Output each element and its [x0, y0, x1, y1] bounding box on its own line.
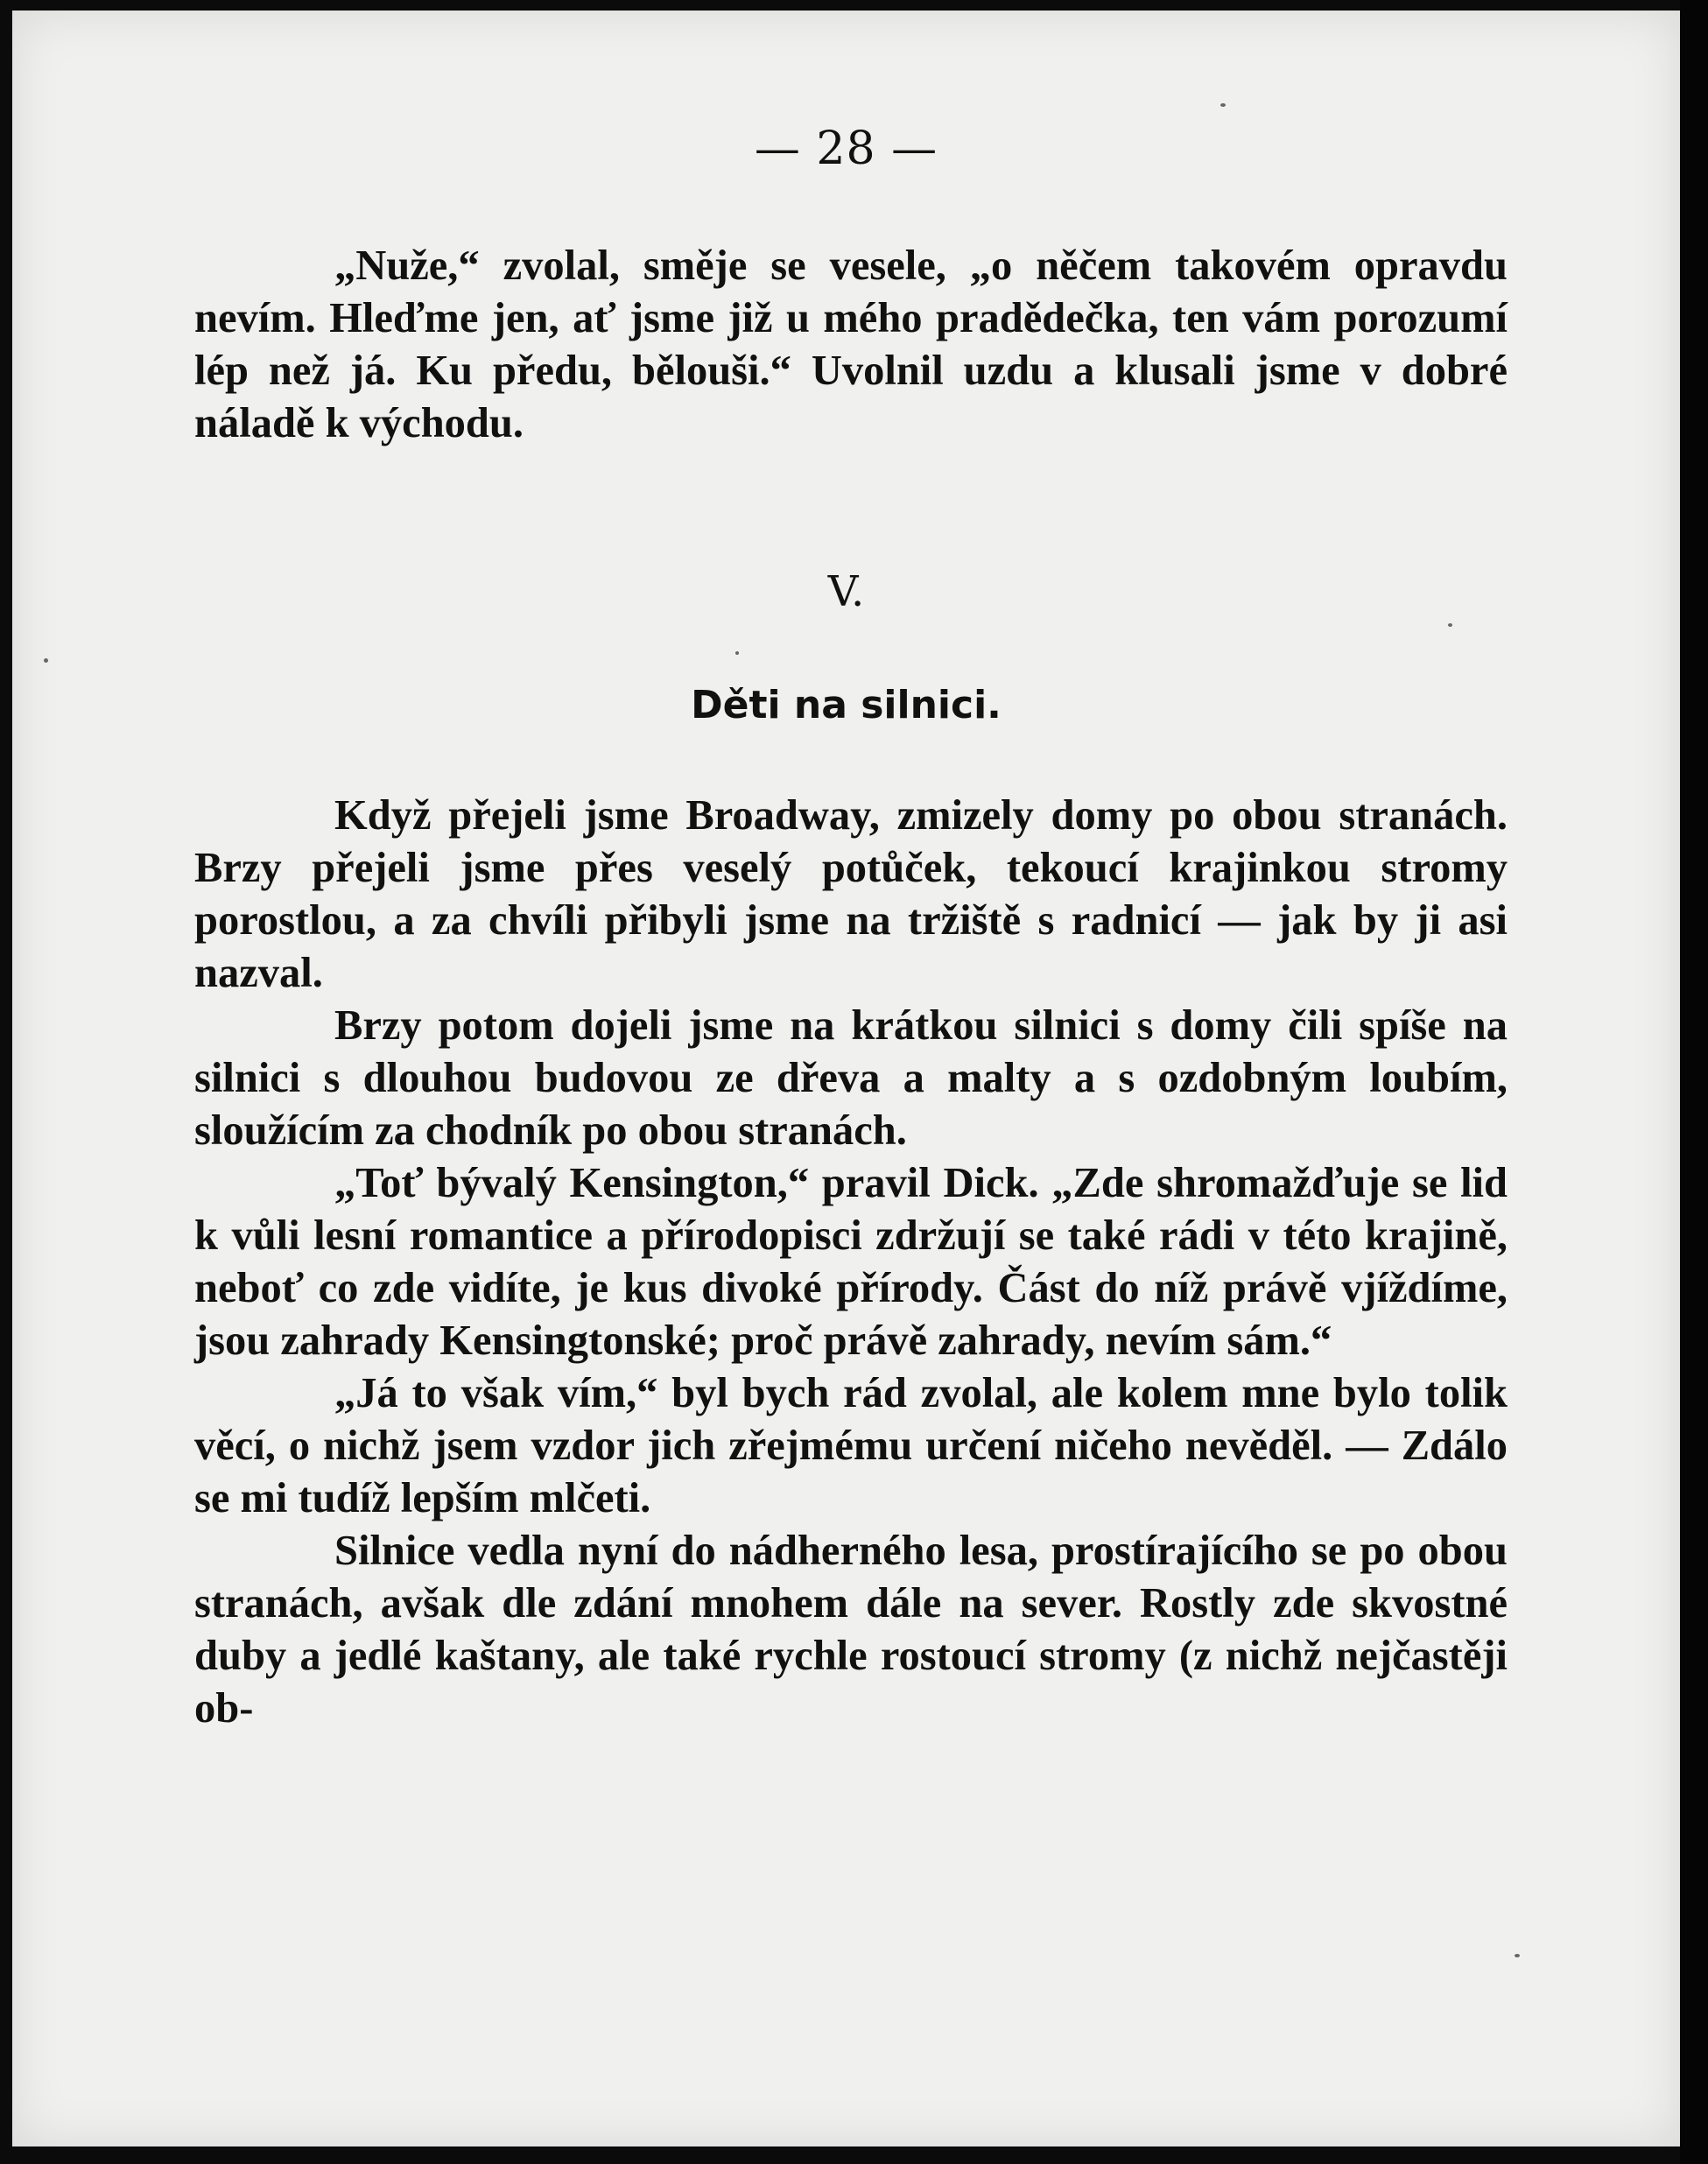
paper-speck — [1220, 103, 1226, 107]
paper-speck — [735, 651, 739, 655]
paragraph: „Já to však vím,“ byl bych rád zvolal, ale kolem mne bylo tolik věcí, o nichž jsem vzdor jich zřejmému určení ničeho nevěděl. — Zdálo se mi tudíž lepším mlčeti. — [194, 1370, 1508, 1521]
paragraph: Brzy potom dojeli jsme na krátkou silnici s domy čili spíše na silnici s dlouhou budovou ze dřeva a malty a s ozdobným loubím, sloužícím za chodník po obou stranách. — [194, 1002, 1508, 1154]
chapter-title: Děti na silnici. — [691, 683, 1002, 727]
paper-speck — [1515, 1954, 1520, 1957]
paragraph: „Toť bývalý Kensington,“ pravil Dick. „Zde shromažďuje se lid k vůli lesní romantice a přírodopisci zdržují se také rádi v této krajině, neboť co zde vidíte, je kus divoké přírody. Část do níž právě vjíždíme, jsou zahrady Kensingtonské; proč právě zahrady, nevím sám.“ — [194, 1160, 1508, 1364]
paper-speck — [1448, 623, 1452, 627]
page-number: — 28 — — [754, 123, 938, 175]
paragraph: „Nuže,“ zvolal, směje se vesele, „o něčem takovém opravdu nevím. Hleďme jen, ať jsme již u mého pradědečka, ten vám porozumí lép než já. Ku předu, bělouši.“ Uvolnil uzdu a klusali jsme v dobré náladě k východu. — [194, 242, 1508, 446]
paper-speck — [44, 658, 48, 663]
text-section-top — [194, 240, 1508, 450]
text-section-body — [194, 790, 1508, 1735]
paragraph: Silnice vedla nyní do nádherného lesa, prostírajícího se po obou stranách, avšak dle zdání mnohem dále na sever. Rostly zde skvostné duby a jedlé kaštany, ale také rychle rostoucí stromy (z nichž nejčastěji ob- — [194, 1528, 1508, 1732]
chapter-number: V. — [827, 567, 865, 616]
paragraph: Když přejeli jsme Broadway, zmizely domy po obou stranách. Brzy přejeli jsme přes veselý potůček, tekoucí krajinkou stromy porostlou, a za chvíli přibyli jsme na tržiště s radnicí — jak by ji asi nazval. — [194, 792, 1508, 996]
book-page — [12, 11, 1680, 2146]
scan-border — [1680, 0, 1708, 2164]
